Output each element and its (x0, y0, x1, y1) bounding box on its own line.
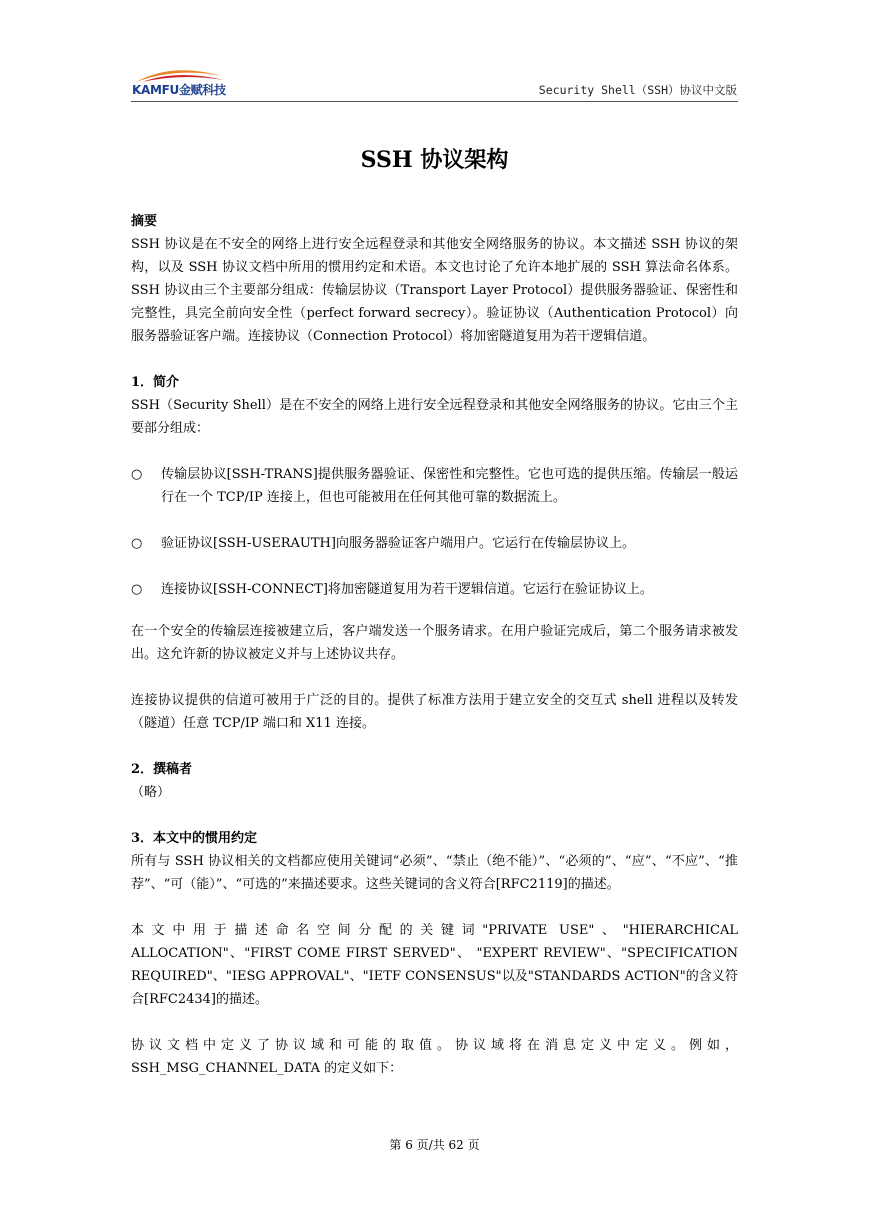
section-3-heading: 3．本文中的惯用约定 (131, 831, 258, 846)
page-number: 第 6 页/共 62 页 (389, 1138, 480, 1152)
list-item (131, 578, 738, 601)
list-item-text: 传输层协议[SSH-TRANS]提供服务器验证、保密性和完整性。它也可选的提供压缩。传输层一般运行在一个 TCP/IP 连接上，但也可能被用在任何其他可靠的数据流上。 (161, 467, 738, 505)
document-title: SSH 协议架构 (360, 147, 509, 173)
list-item-text: 连接协议[SSH-CONNECT]将加密隧道复用为若干逻辑信道。它运行在验证协议上。 (161, 582, 653, 597)
header-divider (131, 101, 738, 102)
section-1-paragraph: 在一个安全的传输层连接被建立后，客户端发送一个服务请求。在用户验证完成后，第二个服务请求被发出。这允许新的协议被定义并与上述协议共存。 (131, 624, 738, 662)
section-2-text: （略） (131, 785, 171, 800)
section-1-intro: SSH（Security Shell）是在不安全的网络上进行安全远程登录和其他安全网络服务的协议。它由三个主要部分组成： (131, 398, 738, 436)
list-item-text: 验证协议[SSH-USERAUTH]向服务器验证客户端用户。它运行在传输层协议上。 (161, 536, 635, 551)
abstract-text: SSH 协议是在不安全的网络上进行安全远程登录和其他安全网络服务的协议。本文描述 SSH 协议的架构，以及 SSH 协议文档中所用的惯用约定和术语。本文也讨论了允许本地扩展的 SSH 算法命名体系。SSH 协议由三个主要部分组成：传输层协议（Transport Layer Protocol）提供服务器验证、保密性和完整性，具完全前向安全性（perfect forward secrecy）。验证协议（Authentication Protocol）向服务器验证客户端。连接协议（Connection Protocol）将加密隧道复用为若干逻辑信道。 (131, 237, 738, 344)
header-title: Security Shell（SSH）协议中文版 (538, 83, 737, 97)
section-1-paragraph: 连接协议提供的信道可被用于广泛的目的。提供了标准方法用于建立安全的交互式 shell 进程以及转发（隧道）任意 TCP/IP 端口和 X11 连接。 (131, 693, 738, 731)
section-3-paragraph: 所有与 SSH 协议相关的文档都应使用关键词“必须”、“禁止（绝不能）”、“必须的”、“应”、“不应”、“推荐”、“可（能）”、“可选的”来描述要求。这些关键词的含义符合[RFC2119]的描述。 (131, 854, 738, 892)
section-3-paragraph: 本文中用于描述命名空间分配的关键词"PRIVATE USE"、"HIERARCHICAL ALLOCATION"、"FIRST COME FIRST SERVED"、 "EXPERT REVIEW"、"SPECIFICATION REQUIRED"、"IESG APPROVAL"、"IETF CONSENSUS"以及"STANDARDS ACTION"的含义符合[RFC2434]的描述。 (131, 923, 738, 1007)
logo-text: KAMFU金赋科技 (132, 83, 226, 97)
document-body (131, 210, 738, 1080)
abstract-heading: 摘要 (131, 214, 158, 229)
list-item (131, 463, 738, 509)
company-logo (132, 62, 227, 96)
section-3-paragraph: 协议文档中定义了协议域和可能的取值。协议域将在消息定义中定义。例如，SSH_MSG_CHANNEL_DATA 的定义如下： (131, 1038, 738, 1076)
bullet-circle-icon: ○ (131, 467, 143, 482)
section-1-heading: 1．简介 (131, 375, 180, 390)
bullet-circle-icon: ○ (131, 536, 143, 551)
section-2-heading: 2．撰稿者 (131, 762, 193, 777)
bullet-circle-icon: ○ (131, 582, 143, 597)
list-item (131, 532, 738, 555)
